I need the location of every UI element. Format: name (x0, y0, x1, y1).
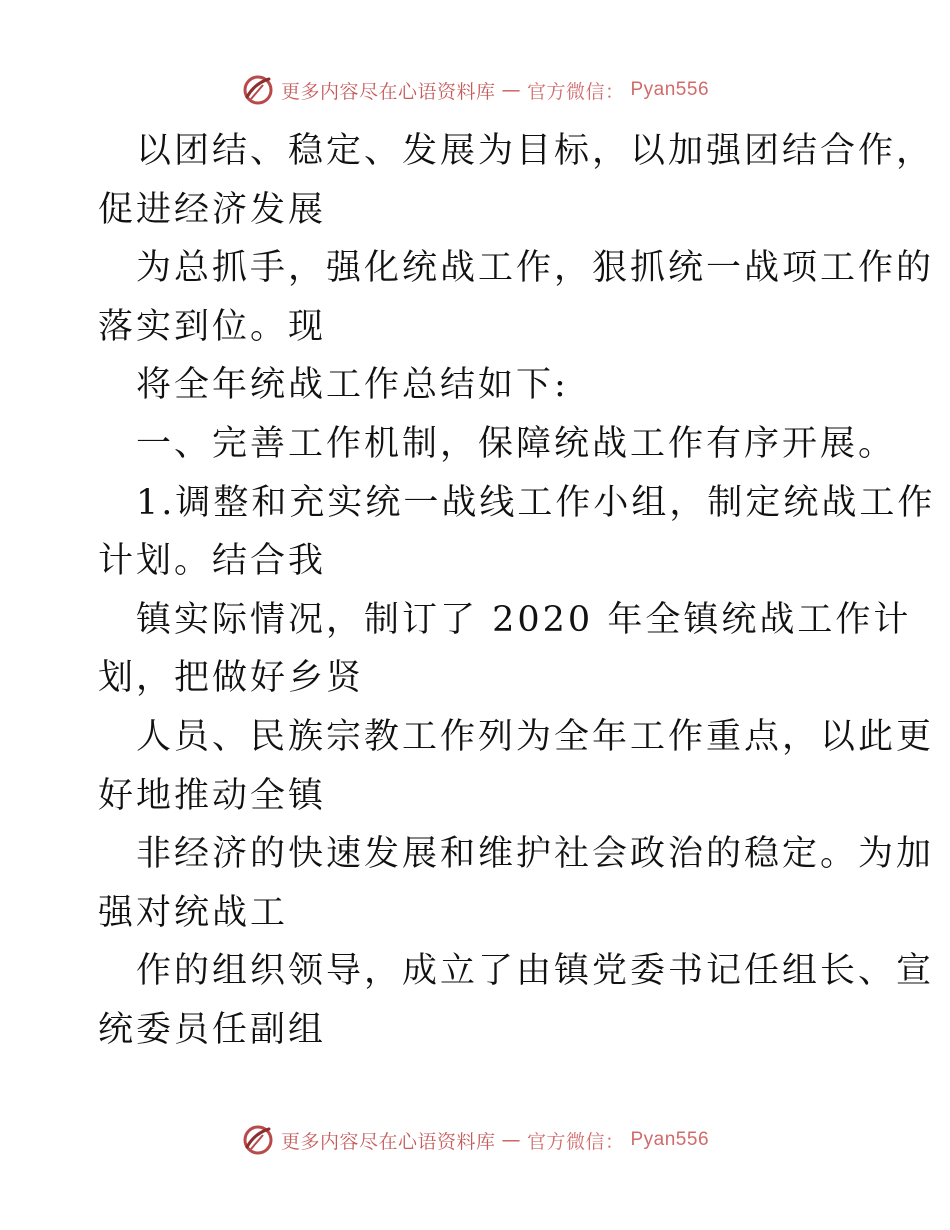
body-line: 促进经济发展 (98, 189, 327, 230)
body-line: 落实到位。现 (98, 306, 327, 347)
body-line: 强对统战工 (98, 892, 289, 933)
header-dash: — (501, 79, 521, 101)
header-wechat-id: Pyan556 (630, 79, 710, 100)
footer-sub-text: 官方微信： (526, 1130, 625, 1153)
body-line: 好地推动全镇 (98, 775, 327, 816)
header-main-text: 更多内容尽在心语资料库 (280, 80, 496, 103)
body-line: 划，把做好乡贤 (98, 658, 365, 699)
body-line: 一、完善工作机制，保障统战工作有序开展。 (136, 423, 897, 464)
body-line: 镇实际情况，制订了 2020 年全镇统战工作计 (136, 599, 912, 640)
body-line: 作的组织领导，成立了由镇党委书记任组长、宣 (136, 951, 935, 992)
body-line: 统委员任副组 (98, 1009, 327, 1050)
pen-swirl-logo-icon (241, 73, 275, 107)
footer-main-text: 更多内容尽在心语资料库 (280, 1130, 496, 1153)
body-line: 1.调整和充实统一战线工作小组，制定统战工作 (136, 482, 936, 523)
body-line: 以团结、稳定、发展为目标，以加强团结合作， (136, 131, 935, 171)
header-banner (0, 70, 950, 110)
footer-banner (0, 1120, 950, 1160)
header-sub-text: 官方微信： (526, 80, 625, 103)
body-line: 计划。结合我 (98, 541, 327, 582)
body-line: 为总抓手，强化统战工作，狠抓统一战项工作的 (136, 248, 935, 289)
body-line: 非经济的快速发展和维护社会政治的稳定。为加 (136, 834, 935, 875)
body-line: 将全年统战工作总结如下: (136, 365, 569, 406)
footer-dash: — (501, 1129, 521, 1151)
pen-swirl-logo-icon (241, 1123, 275, 1157)
body-line: 人员、民族宗教工作列为全年工作重点，以此更 (136, 716, 935, 757)
footer-wechat-id: Pyan556 (630, 1129, 710, 1150)
document-body (98, 122, 936, 1060)
